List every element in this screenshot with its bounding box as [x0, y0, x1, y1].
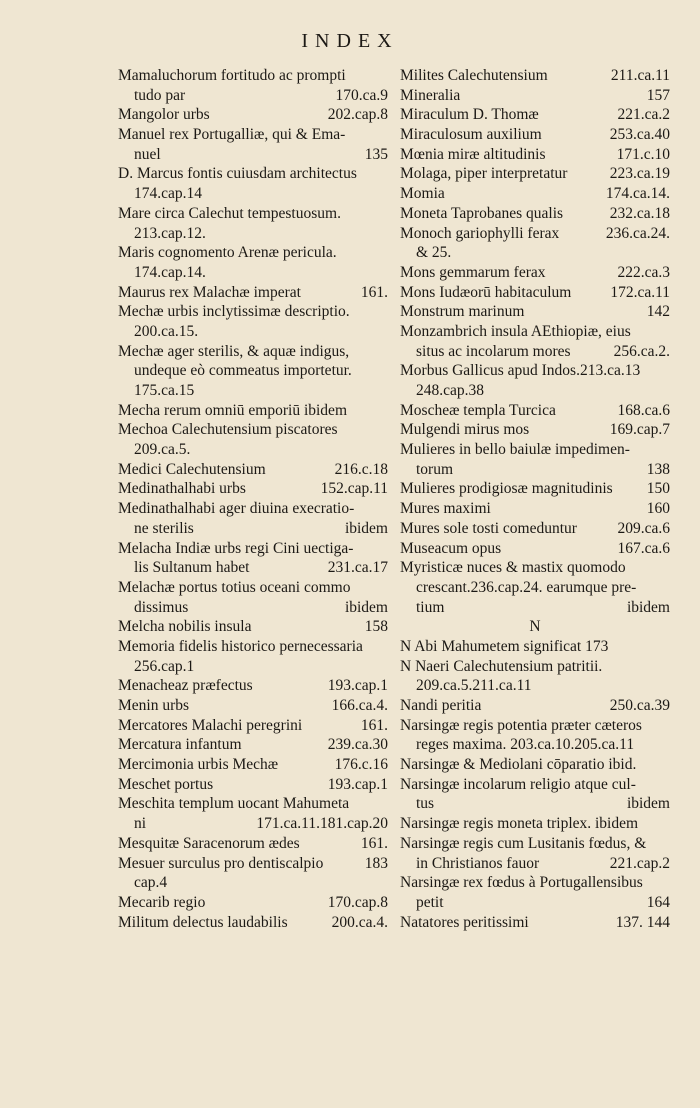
- index-entry-text: tus: [416, 795, 435, 813]
- index-entry-line: [118, 302, 388, 322]
- index-entry-text: 213.cap.12.: [134, 224, 206, 242]
- index-entry-text: Mesuer surculus pro dentiscalpio: [118, 854, 324, 872]
- index-entry-line: [118, 519, 388, 539]
- index-entry-text: 174.cap.14: [134, 185, 203, 203]
- index-page-reference: 193.cap.1: [327, 775, 388, 793]
- index-page-reference: 223.ca.19: [609, 165, 670, 183]
- index-entry-line: [400, 617, 670, 637]
- index-page-reference: 150: [646, 480, 670, 498]
- index-entry-text: Narsingæ regis cum Lusitanis fœdus, &: [400, 834, 647, 852]
- index-entry-line: [118, 794, 388, 814]
- index-entry-text: undeque eò commeatus importetur.: [134, 362, 352, 380]
- index-entry-text: Medici Calechutensium: [118, 460, 266, 478]
- index-entry-text: Melcha nobilis insula: [118, 618, 252, 636]
- index-entry-line: [118, 86, 388, 106]
- index-entry-line: [400, 204, 670, 224]
- index-entry-text: dissimus: [134, 598, 189, 616]
- index-entry-text: Museacum opus: [400, 539, 502, 557]
- index-entry-text: Miraculum D. Thomæ: [400, 106, 539, 124]
- index-entry-text: Memoria fidelis historico pernecessaria: [118, 637, 363, 655]
- index-entry-line: [118, 105, 388, 125]
- index-entry-line: [118, 676, 388, 696]
- index-entry-text: Meschet portus: [118, 775, 214, 793]
- index-entry-line: [400, 834, 670, 854]
- index-entry-text: in Christianos fauor: [416, 854, 540, 872]
- index-entry-line: [400, 873, 670, 893]
- index-entry-line: [400, 676, 670, 696]
- index-entry-text: Mare circa Calechut tempestuosum.: [118, 204, 341, 222]
- index-page-reference: 232.ca.18: [609, 204, 670, 222]
- index-column-right: [400, 66, 670, 932]
- index-entry-line: [118, 401, 388, 421]
- index-entry-text: Maurus rex Malachæ imperat: [118, 283, 301, 301]
- index-entry-line: [118, 164, 388, 184]
- index-entry-line: [400, 145, 670, 165]
- index-entry-text: N: [529, 618, 541, 636]
- index-entry-text: Mercatura infantum: [118, 736, 242, 754]
- index-entry-line: [400, 381, 670, 401]
- index-entry-line: [400, 224, 670, 244]
- index-entry-line: [400, 420, 670, 440]
- index-entry-text: Mecarib regio: [118, 893, 206, 911]
- index-entry-line: [118, 243, 388, 263]
- index-entry-text: Narsingæ regis moneta triplex. ibidem: [400, 815, 639, 833]
- index-page-reference: 161.: [360, 834, 388, 852]
- index-page-reference: 168.ca.6: [617, 401, 670, 419]
- index-entry-text: Medinathalhabi urbs: [118, 480, 246, 498]
- index-entry-line: [118, 479, 388, 499]
- index-page-reference: 221.cap.2: [609, 854, 670, 872]
- index-page-reference: 202.cap.8: [327, 106, 388, 124]
- index-entry-text: ne sterilis: [134, 519, 194, 537]
- index-entry-text: Mercatores Malachi peregrini: [118, 716, 303, 734]
- index-entry-line: [118, 893, 388, 913]
- index-page-reference: 158: [364, 618, 388, 636]
- index-entry-line: [118, 184, 388, 204]
- index-entry-line: [400, 755, 670, 775]
- index-entry-line: [400, 499, 670, 519]
- index-entry-line: [400, 66, 670, 86]
- index-page-reference: 239.ca.30: [327, 736, 388, 754]
- index-page-reference: 231.ca.17: [327, 559, 388, 577]
- index-entry-text: Nandi peritia: [400, 697, 482, 714]
- index-entry-line: [118, 381, 388, 401]
- index-entry-text: Natatores peritissimi: [400, 913, 529, 931]
- index-entry-line: [400, 735, 670, 755]
- index-page-reference: 135: [364, 145, 388, 163]
- index-entry-line: [118, 873, 388, 893]
- index-entry-text: Moscheæ templa Turcica: [400, 401, 556, 419]
- index-entry-text: nuel: [134, 145, 161, 163]
- index-entry-text: Moneta Taprobanes qualis: [400, 204, 564, 222]
- index-entry-line: [118, 342, 388, 362]
- index-entry-text: Narsingæ incolarum religio atque cul-: [400, 775, 636, 793]
- index-entry-line: [118, 558, 388, 578]
- index-entry-line: [118, 420, 388, 440]
- index-entry-text: Narsingæ & Mediolani cōparatio ibid.: [400, 756, 637, 774]
- index-entry-line: [400, 164, 670, 184]
- index-page-reference: 222.ca.3: [617, 263, 670, 281]
- index-entry-text: petit: [416, 893, 444, 911]
- index-page-reference: 253.ca.40: [609, 126, 670, 144]
- index-entry-text: Manuel rex Portugalliæ, qui & Ema-: [118, 126, 346, 144]
- index-page-reference: 166.ca.4.: [331, 697, 388, 714]
- index-entry-line: [118, 617, 388, 637]
- index-page-reference: ibidem: [626, 598, 670, 616]
- index-page-reference: 137. 144: [615, 913, 670, 931]
- index-entry-text: torum: [416, 460, 454, 478]
- index-entry-line: [118, 598, 388, 618]
- index-entry-line: [118, 775, 388, 795]
- index-entry-line: [118, 755, 388, 775]
- index-entry-text: D. Marcus fontis cuiusdam architectus: [118, 165, 357, 183]
- running-head-title: INDEX: [301, 30, 399, 52]
- index-entry-text: Morbus Gallicus apud Indos.213.ca.13: [400, 362, 641, 380]
- index-entry-text: 174.cap.14.: [134, 263, 206, 281]
- index-entry-line: [118, 361, 388, 381]
- index-entry-text: Mons Iudæorū habitaculum: [400, 283, 572, 301]
- index-entry-line: [400, 283, 670, 303]
- index-page-reference: 142: [646, 303, 670, 321]
- index-entry-line: [400, 794, 670, 814]
- index-entry-text: Mons gemmarum ferax: [400, 263, 546, 281]
- index-entry-text: Monoch gariophylli ferax: [400, 224, 560, 242]
- index-entry-text: Monzambrich insula AEthiopiæ, eius: [400, 322, 631, 340]
- index-entry-line: [118, 263, 388, 283]
- index-entry-line: [400, 657, 670, 677]
- index-entry-line: [118, 539, 388, 559]
- index-entry-line: [400, 539, 670, 559]
- index-entry-line: [118, 145, 388, 165]
- index-page-reference: 172.ca.11: [610, 283, 670, 301]
- index-page-reference: 169.cap.7: [609, 421, 670, 439]
- index-page-reference: 157: [646, 86, 670, 104]
- index-entry-line: [118, 66, 388, 86]
- index-entry-line: [400, 716, 670, 736]
- index-entry-line: [400, 322, 670, 342]
- index-entry-text: Momia: [400, 185, 445, 203]
- index-entry-text: Menacheaz præfectus: [118, 677, 253, 695]
- index-entry-line: [400, 125, 670, 145]
- index-entry-line: [400, 302, 670, 322]
- index-entry-line: [118, 716, 388, 736]
- index-entry-text: crescant.236.cap.24. earumque pre-: [416, 578, 637, 596]
- index-entry-line: [400, 401, 670, 421]
- index-entry-line: [400, 105, 670, 125]
- index-page-reference: ibidem: [344, 598, 388, 616]
- index-entry-line: [118, 204, 388, 224]
- index-entry-text: Mangolor urbs: [118, 106, 210, 124]
- index-entry-line: [400, 854, 670, 874]
- index-page-reference: 161.: [360, 716, 388, 734]
- index-entry-text: Mechæ urbis inclytissimæ descriptio.: [118, 303, 350, 321]
- index-entry-text: ni: [134, 815, 147, 833]
- index-entry-line: [118, 460, 388, 480]
- index-page-reference: 221.ca.2: [617, 106, 670, 124]
- index-page-reference: 250.ca.39: [609, 697, 670, 714]
- index-entry-line: [400, 598, 670, 618]
- index-entry-text: Mulieres prodigiosæ magnitudinis: [400, 480, 613, 498]
- index-entry-text: Mulgendi mirus mos: [400, 421, 530, 439]
- index-entry-line: [400, 893, 670, 913]
- index-entry-line: [400, 479, 670, 499]
- index-entry-text: Narsingæ rex fœdus à Portugallensibus: [400, 874, 643, 892]
- index-entry-line: [400, 775, 670, 795]
- index-entry-line: [400, 184, 670, 204]
- index-page-reference: ibidem: [626, 795, 670, 813]
- index-entry-text: Mecha rerum omniū emporiū ibidem: [118, 401, 347, 419]
- index-entry-line: [400, 814, 670, 834]
- index-entry-text: Mesquitæ Saracenorum ædes: [118, 834, 300, 852]
- index-entry-text: situs ac incolarum mores: [416, 342, 571, 360]
- index-entry-text: Meschita templum uocant Mahumeta: [118, 795, 350, 813]
- index-entry-line: [400, 361, 670, 381]
- index-entry-line: [118, 735, 388, 755]
- index-entry-text: tudo par: [134, 86, 186, 104]
- index-entry-line: [118, 283, 388, 303]
- index-entry-line: [118, 913, 388, 933]
- index-entry-line: [118, 854, 388, 874]
- index-entry-line: [118, 125, 388, 145]
- index-entry-line: [118, 499, 388, 519]
- index-entry-text: 209.ca.5.: [134, 441, 191, 459]
- index-entry-text: Mechoa Calechutensium piscatores: [118, 421, 338, 439]
- index-page-reference: 211.ca.11: [610, 67, 670, 84]
- index-entry-text: Mures maximi: [400, 500, 491, 518]
- index-entry-line: [400, 460, 670, 480]
- index-entry-text: Narsingæ regis potentia præter cæteros: [400, 716, 642, 734]
- index-entry-text: Molaga, piper interpretatur: [400, 165, 568, 183]
- index-page-reference: 170.cap.8: [327, 893, 388, 911]
- index-entry-line: [400, 342, 670, 362]
- index-entry-text: Mures sole tosti comeduntur: [400, 519, 577, 537]
- index-entry-text: Militum delectus laudabilis: [118, 913, 288, 931]
- index-page-reference: 167.ca.6: [617, 539, 670, 557]
- index-entry-text: Mulieres in bello baiulæ impedimen-: [400, 441, 630, 459]
- index-entry-line: [400, 519, 670, 539]
- index-entry-line: [118, 834, 388, 854]
- index-entry-line: [118, 224, 388, 244]
- index-entry-line: [400, 263, 670, 283]
- index-entry-text: N Naeri Calechutensium patritii.: [400, 657, 603, 675]
- index-entry-text: Mamaluchorum fortitudo ac prompti: [118, 67, 346, 84]
- index-entry-line: [400, 558, 670, 578]
- index-entry-line: [118, 440, 388, 460]
- index-page-reference: 176.c.16: [334, 756, 388, 774]
- index-entry-text: reges maxima. 203.ca.10.205.ca.11: [416, 736, 635, 754]
- index-entry-line: [400, 578, 670, 598]
- index-page-reference: ibidem: [344, 519, 388, 537]
- index-column-left: [118, 66, 388, 932]
- index-page-reference: 193.cap.1: [327, 677, 388, 695]
- index-entry-text: Melachæ portus totius oceani commo: [118, 578, 351, 596]
- index-page-reference: 161.: [360, 283, 388, 301]
- index-page-reference: 209.ca.6: [617, 519, 670, 537]
- index-entry-text: Medinathalhabi ager diuina execratio-: [118, 500, 355, 518]
- index-page-reference: 256.ca.2.: [613, 342, 670, 360]
- index-page-reference: 183: [364, 854, 388, 872]
- index-entry-text: Miraculosum auxilium: [400, 126, 542, 144]
- index-entry-text: Mœnia miræ altitudinis: [400, 145, 546, 163]
- index-entry-line: [400, 243, 670, 263]
- index-page-reference: 160: [646, 500, 670, 518]
- index-entry-text: Mercimonia urbis Mechæ: [118, 756, 279, 774]
- index-entry-text: cap.4: [134, 874, 168, 892]
- index-entry-line: [118, 578, 388, 598]
- index-entry-line: [400, 637, 670, 657]
- index-entry-text: Myristicæ nuces & mastix quomodo: [400, 559, 626, 577]
- index-entry-line: [118, 696, 388, 716]
- index-entry-line: [118, 814, 388, 834]
- index-page-reference: 236.ca.24.: [605, 224, 670, 242]
- index-entry-line: [118, 637, 388, 657]
- index-page-reference: 152.cap.11: [320, 480, 388, 498]
- index-entry-text: 248.cap.38: [416, 382, 485, 399]
- index-entry-text: 209.ca.5.211.ca.11: [416, 677, 532, 695]
- index-page-reference: 200.ca.4.: [331, 913, 388, 931]
- index-page-reference: 170.ca.9: [335, 86, 388, 104]
- index-entry-line: [118, 322, 388, 342]
- index-page-reference: 216.c.18: [334, 460, 388, 478]
- index-entry-text: 200.ca.15.: [134, 322, 199, 340]
- index-entry-text: 175.ca.15: [134, 382, 195, 399]
- index-entry-text: Milites Calechutensium: [400, 67, 548, 84]
- index-entry-text: lis Sultanum habet: [134, 559, 250, 577]
- index-entry-text: Menin urbs: [118, 697, 190, 714]
- index-page-reference: 138: [646, 460, 670, 478]
- index-entry-text: N Abi Mahumetem significat 173: [400, 637, 609, 655]
- index-entry-line: [118, 657, 388, 677]
- index-page-reference: 171.c.10: [616, 145, 670, 163]
- index-page-reference: 174.ca.14.: [605, 185, 670, 203]
- index-entry-text: & 25.: [416, 244, 452, 262]
- index-entry-text: Maris cognomento Arenæ pericula.: [118, 244, 337, 262]
- index-entry-line: [400, 696, 670, 716]
- index-entry-text: 256.cap.1: [134, 657, 195, 675]
- index-entry-text: Mineralia: [400, 86, 461, 104]
- index-page-reference: 164: [646, 893, 670, 911]
- index-entry-text: tium: [416, 598, 445, 616]
- index-entry-line: [400, 440, 670, 460]
- index-entry-line: [400, 86, 670, 106]
- index-entry-line: [400, 913, 670, 933]
- index-entry-text: Melacha Indiæ urbs regi Cini uectiga-: [118, 539, 354, 557]
- index-entry-text: Monstrum marinum: [400, 303, 525, 321]
- index-entry-text: Mechæ ager sterilis, & aquæ indigus,: [118, 342, 350, 360]
- index-page-reference: 171.ca.11.181.cap.20: [256, 815, 388, 833]
